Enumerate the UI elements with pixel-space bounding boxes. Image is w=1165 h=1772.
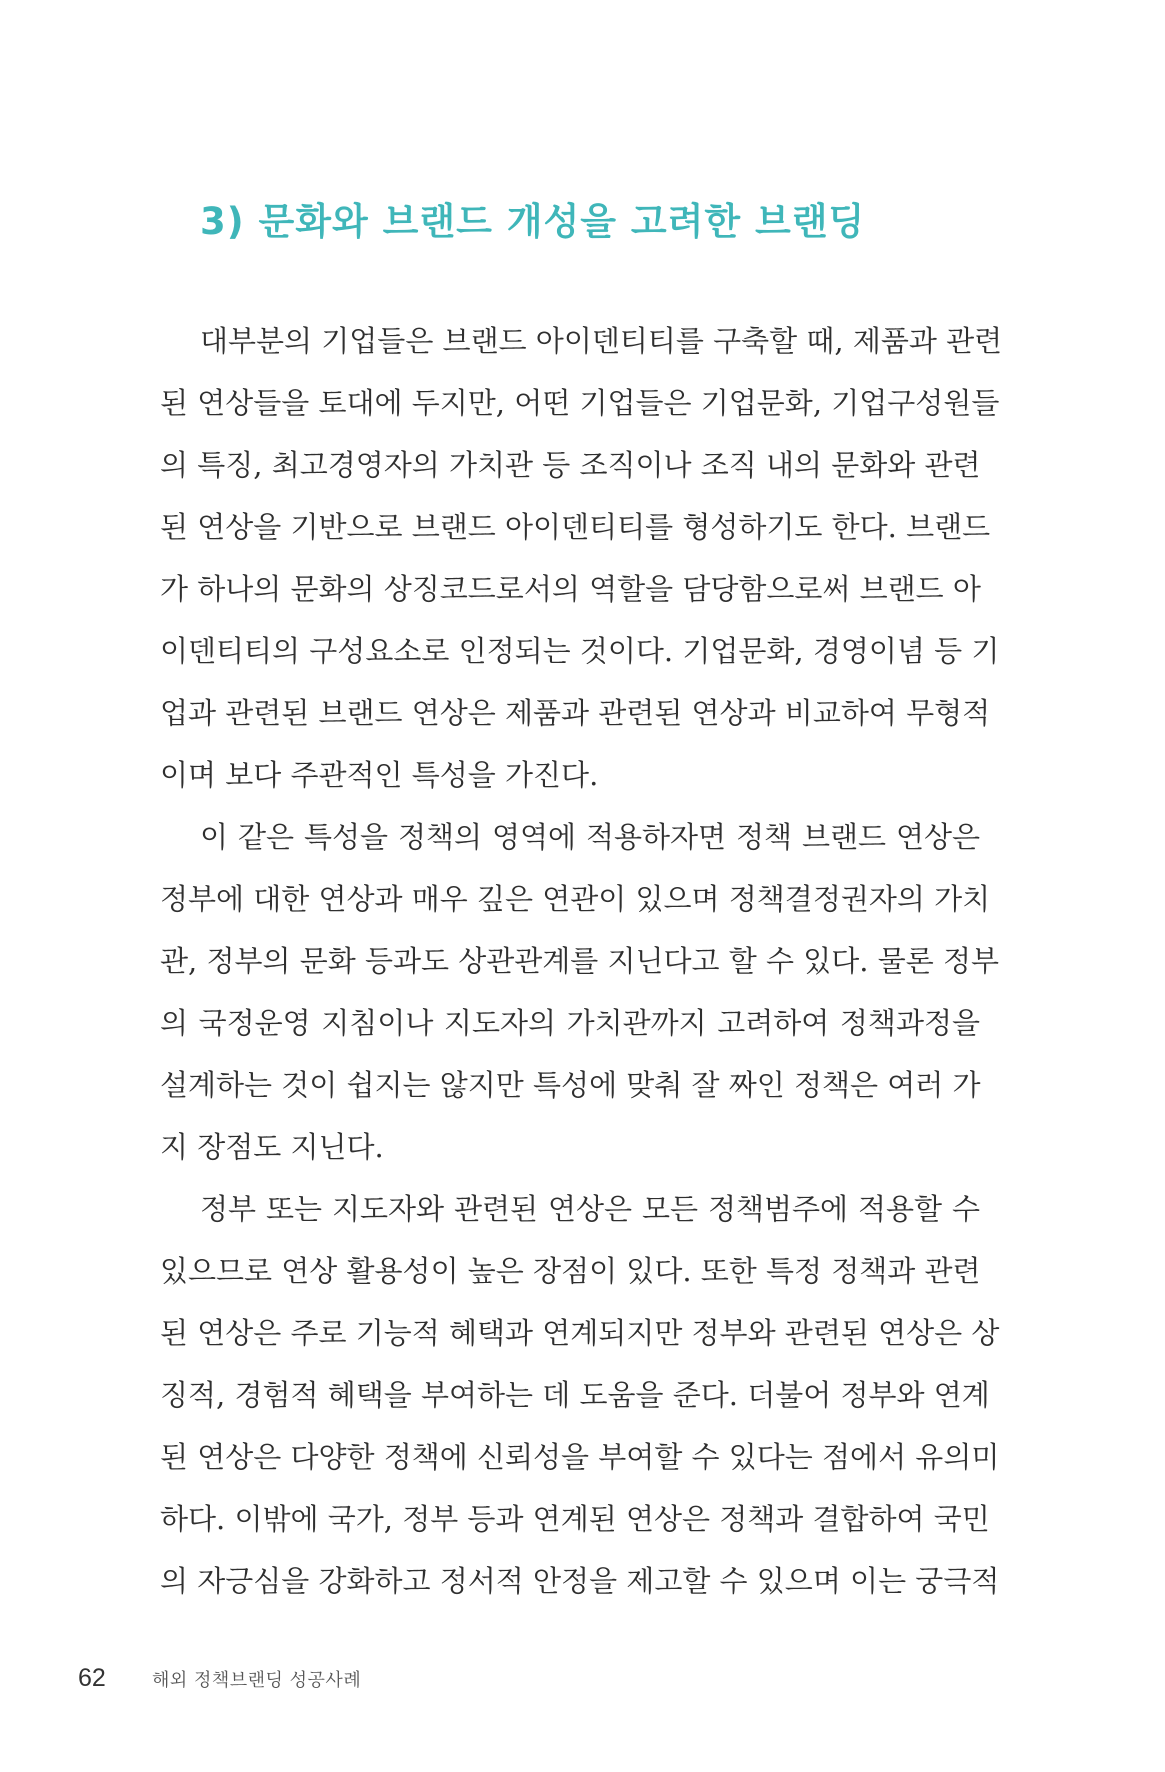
text-line: 된 연상은 다양한 정책에 신뢰성을 부여할 수 있다는 점에서 유의미 <box>160 1440 1000 1474</box>
text-line: 하다. 이밖에 국가, 정부 등과 연계된 연상은 정책과 결합하여 국민 <box>160 1502 990 1536</box>
text-line: 된 연상을 기반으로 브랜드 아이덴티티를 형성하기도 한다. 브랜드 <box>160 510 991 544</box>
page-number: 62 <box>78 1664 106 1692</box>
paragraph <box>160 1178 1000 1612</box>
text-line: 이덴티티의 구성요소로 인정되는 것이다. 기업문화, 경영이념 등 기 <box>160 634 1000 668</box>
text-line: 관, 정부의 문화 등과도 상관관계를 지닌다고 할 수 있다. 물론 정부 <box>160 944 999 978</box>
text-line: 의 특징, 최고경영자의 가치관 등 조직이나 조직 내의 문화와 관련 <box>160 448 981 482</box>
text-line: 된 연상은 주로 기능적 혜택과 연계되지만 정부와 관련된 연상은 상 <box>160 1316 1000 1350</box>
page-footer <box>78 1660 361 1696</box>
text-line: 가 하나의 문화의 상징코드로서의 역할을 담당함으로써 브랜드 아 <box>160 572 981 606</box>
text-line: 있으므로 연상 활용성이 높은 장점이 있다. 또한 특정 정책과 관련 <box>160 1254 981 1288</box>
text-line: 업과 관련된 브랜드 연상은 제품과 관련된 연상과 비교하여 무형적 <box>160 696 991 730</box>
paragraph <box>160 806 999 1178</box>
paragraph <box>160 310 1003 806</box>
text-line: 지 장점도 지닌다. <box>160 1130 384 1164</box>
text-line: 이 같은 특성을 정책의 영역에 적용하자면 정책 브랜드 연상은 <box>200 820 980 854</box>
text-line: 이며 보다 주관적인 특성을 가진다. <box>160 758 599 792</box>
body-text <box>160 310 1003 1612</box>
section-heading: 3) 문화와 브랜드 개성을 고려한 브랜딩 <box>200 200 866 243</box>
text-line: 정부에 대한 연상과 매우 깊은 연관이 있으며 정책결정권자의 가치 <box>160 882 991 916</box>
text-line: 된 연상들을 토대에 두지만, 어떤 기업들은 기업문화, 기업구성원들 <box>160 386 1000 420</box>
text-line: 정부 또는 지도자와 관련된 연상은 모든 정책범주에 적용할 수 <box>200 1192 980 1226</box>
running-title: 해외 정책브랜딩 성공사례 <box>152 1670 362 1691</box>
text-line: 설계하는 것이 쉽지는 않지만 특성에 맞춰 잘 짜인 정책은 여러 가 <box>160 1068 981 1102</box>
text-line: 대부분의 기업들은 브랜드 아이덴티티를 구축할 때, 제품과 관련 <box>200 324 1003 358</box>
text-line: 의 자긍심을 강화하고 정서적 안정을 제고할 수 있으며 이는 궁극적 <box>160 1564 1000 1598</box>
text-line: 징적, 경험적 혜택을 부여하는 데 도움을 준다. 더불어 정부와 연계 <box>160 1378 990 1412</box>
text-line: 의 국정운영 지침이나 지도자의 가치관까지 고려하여 정책과정을 <box>160 1006 980 1040</box>
